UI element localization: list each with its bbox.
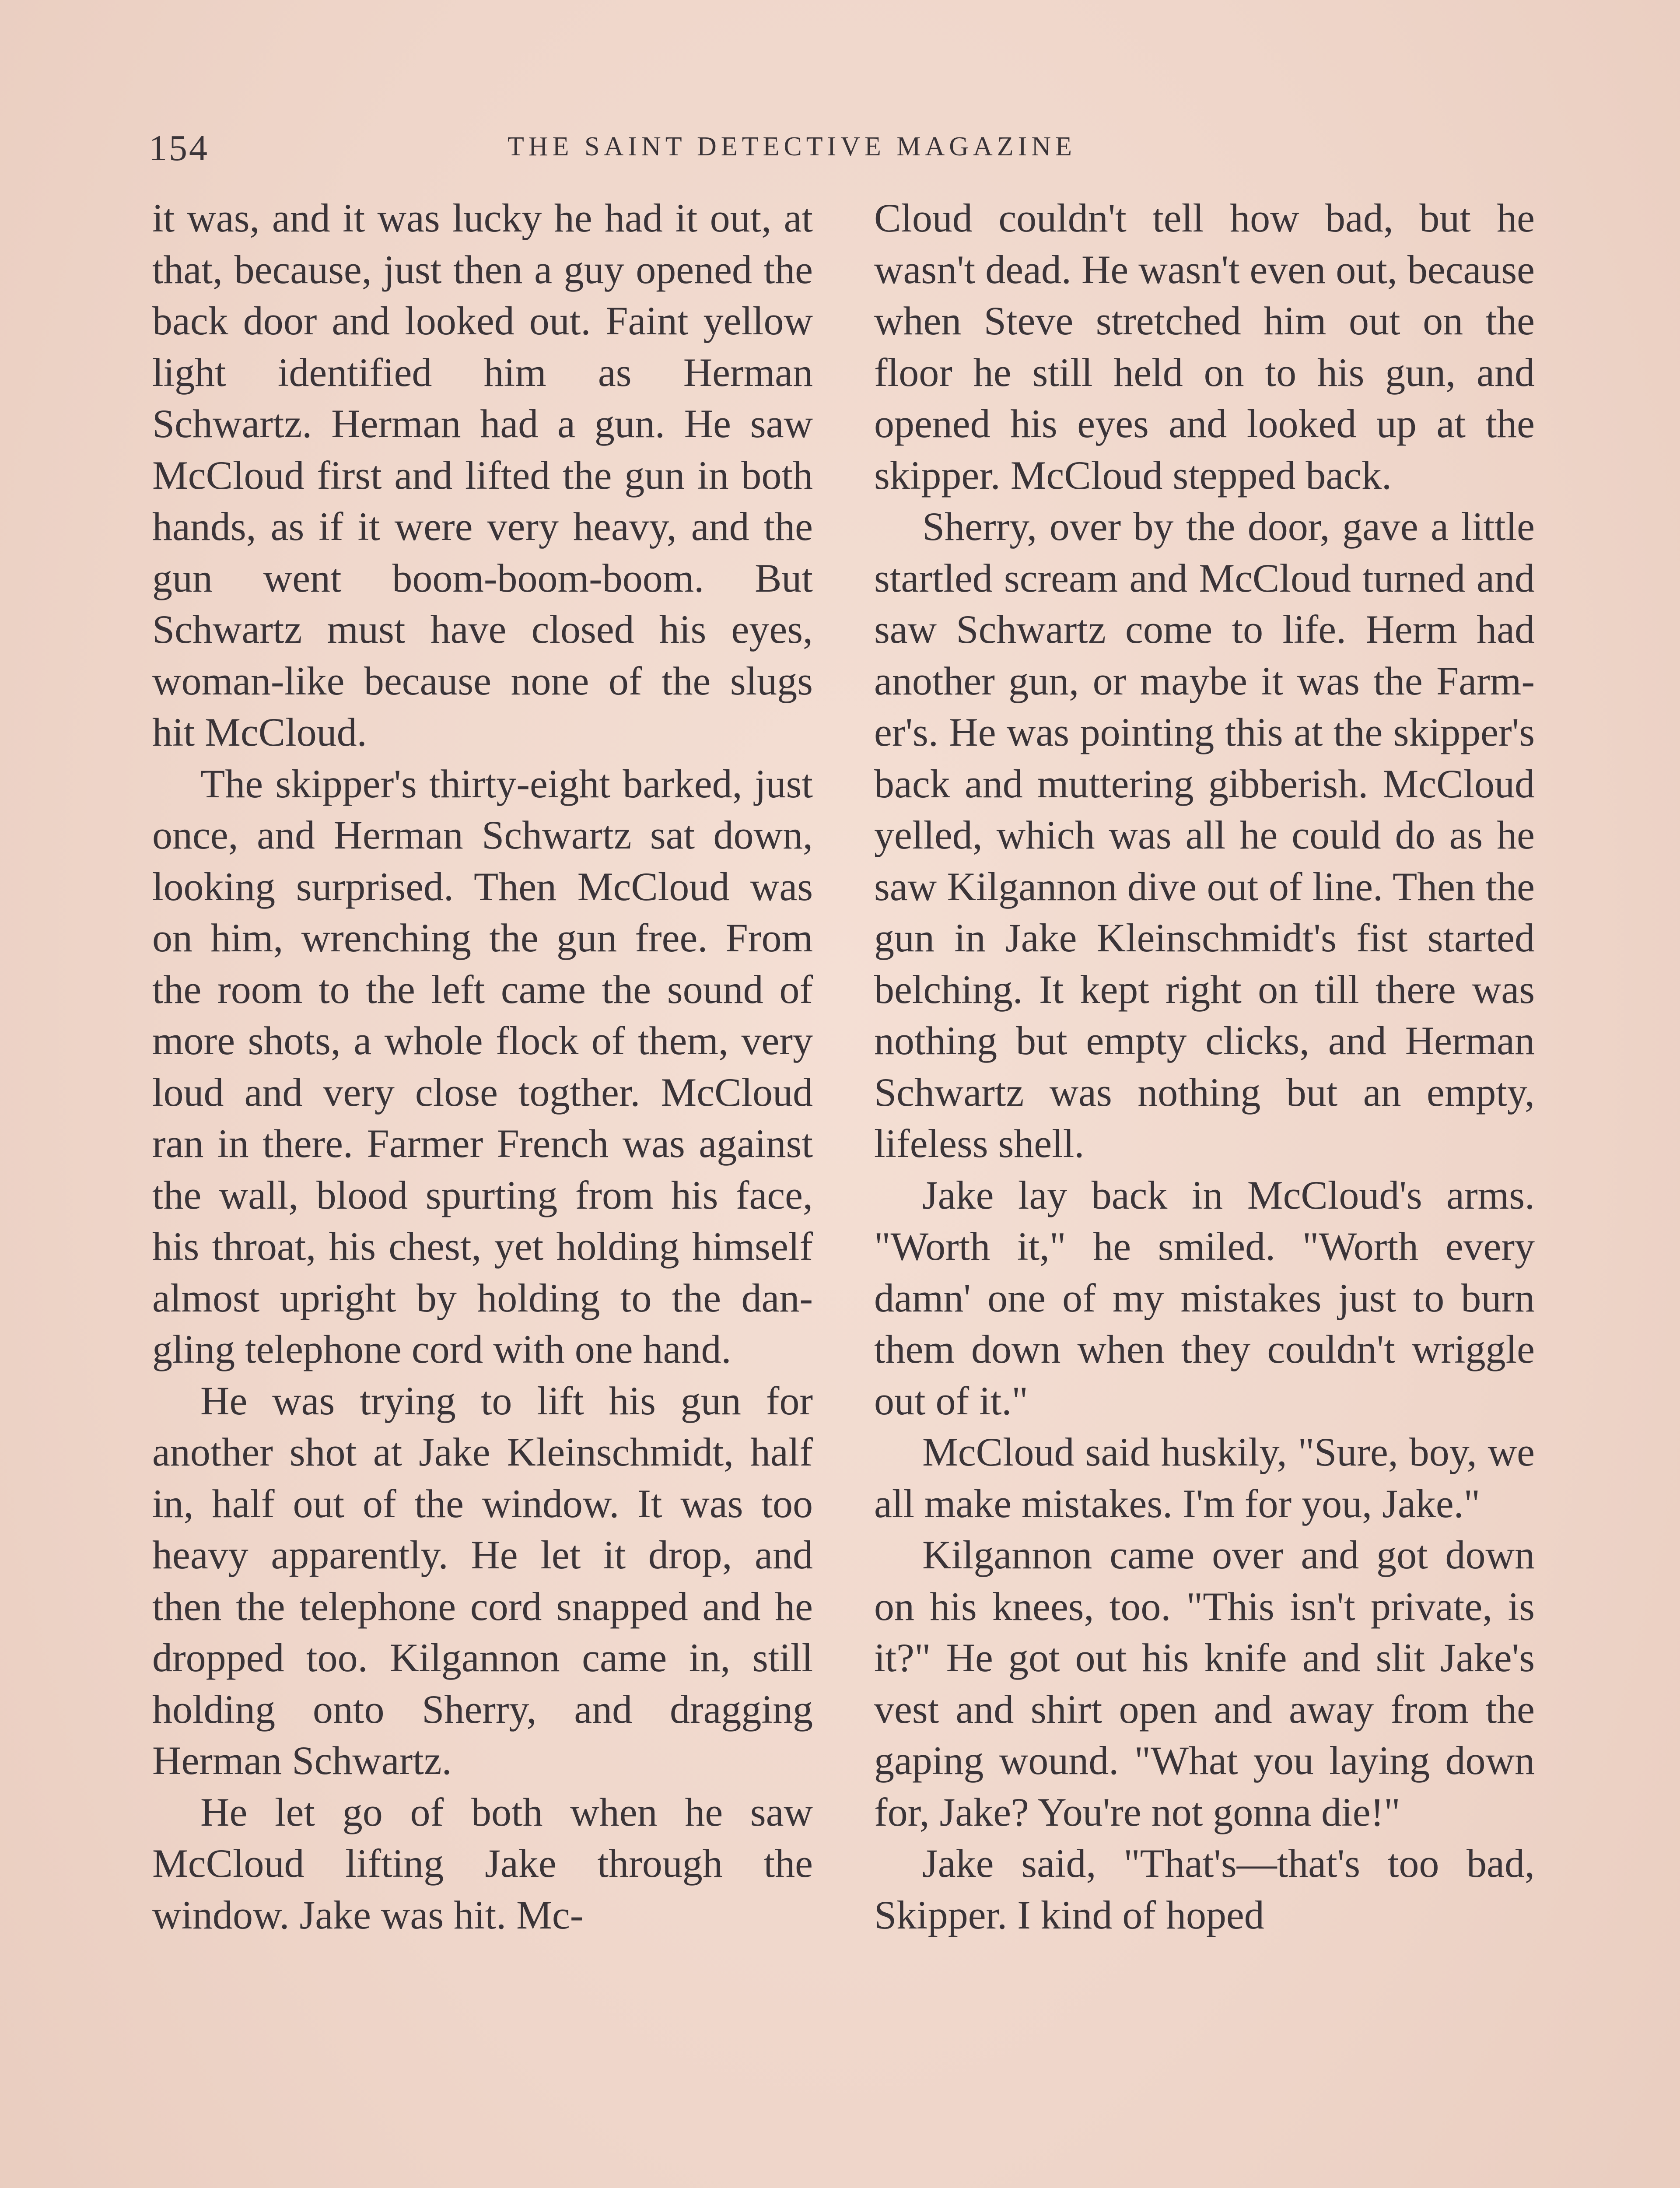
page-number: 154: [149, 128, 209, 168]
right-paragraph-5: Kilgannon came over and got down on his knees, too. "This isn't private, is it?" He got out his knife and slit Jake's vest and shirt open and away from the gaping wound. "What you laying down for, Jake? You're not gonna die!": [874, 1532, 1535, 1834]
left-paragraph-3: He was trying to lift his gun for another shot at Jake Kleinschmidt, half in, half out of the window. It was too heavy apparently. He let it drop, and then the telephone cord snapped and he dropped too. Kilgannon came in, still holding onto Sherry, and dragging Herman Schwartz.: [152, 1378, 813, 1783]
right-column: [874, 193, 1535, 1941]
left-paragraph-4: He let go of both when he saw McCloud lifting Jake through the window. Jake was hit. Mc-: [152, 1789, 813, 1937]
right-paragraph-4: McCloud said huskily, "Sure, boy, we all make mistakes. I'm for you, Jake.": [874, 1430, 1535, 1526]
running-head: THE SAINT DETECTIVE MAGAZINE: [508, 132, 1076, 161]
left-paragraph-1: it was, and it was lucky he had it out, at that, because, just then a guy opened the back door and looked out. Faint yellow light identified him as Herman Schwartz. Herman had a gun. He saw McCloud first and lifted the gun in both hands, as if it were very heavy, and the gun went boom-boom-boom. But Schwartz must have closed his eyes, woman-like because none of the slugs hit McCloud.: [152, 196, 813, 754]
right-paragraph-1: Cloud couldn't tell how bad, but he wasn't dead. He wasn't even out, because when Steve stretched him out on the floor he still held on to his gun, and opened his eyes and looked up at the skipper. McCloud stepped back.: [874, 196, 1535, 498]
right-paragraph-6: Jake said, "That's—that's too bad, Skipper. I kind of hoped: [874, 1841, 1535, 1937]
left-column: [152, 193, 813, 1941]
right-paragraph-2: Sherry, over by the door, gave a little startled scream and McCloud turned and saw Schwartz come to life. Herm had another gun, or maybe it was the Farmer's. He was pointing this at the skipper's back and muttering gibberish. McCloud yelled, which was all he could do as he saw Kilgannon dive out of line. Then the gun in Jake Kleinschmidt's fist started belching. It kept right on till there was nothing but empty clicks, and Herman Schwartz was nothing but an empty, lifeless shell.: [874, 504, 1535, 1166]
left-paragraph-2: The skipper's thirty-eight barked, just once, and Herman Schwartz sat down, looking surprised. Then McCloud was on him, wrenching the gun free. From the room to the left came the sound of more shots, a whole flock of them, very loud and very close togther. McCloud ran in there. Farmer French was against the wall, blood spurting from his face, his throat, his chest, yet holding himself almost upright by holding to the dangling telephone cord with one hand.: [152, 761, 813, 1371]
page-header: [149, 127, 1540, 179]
right-paragraph-3: Jake lay back in McCloud's arms. "Worth it," he smiled. "Worth every damn' one of my mistakes just to burn them down when they couldn't wriggle out of it.": [874, 1172, 1535, 1423]
